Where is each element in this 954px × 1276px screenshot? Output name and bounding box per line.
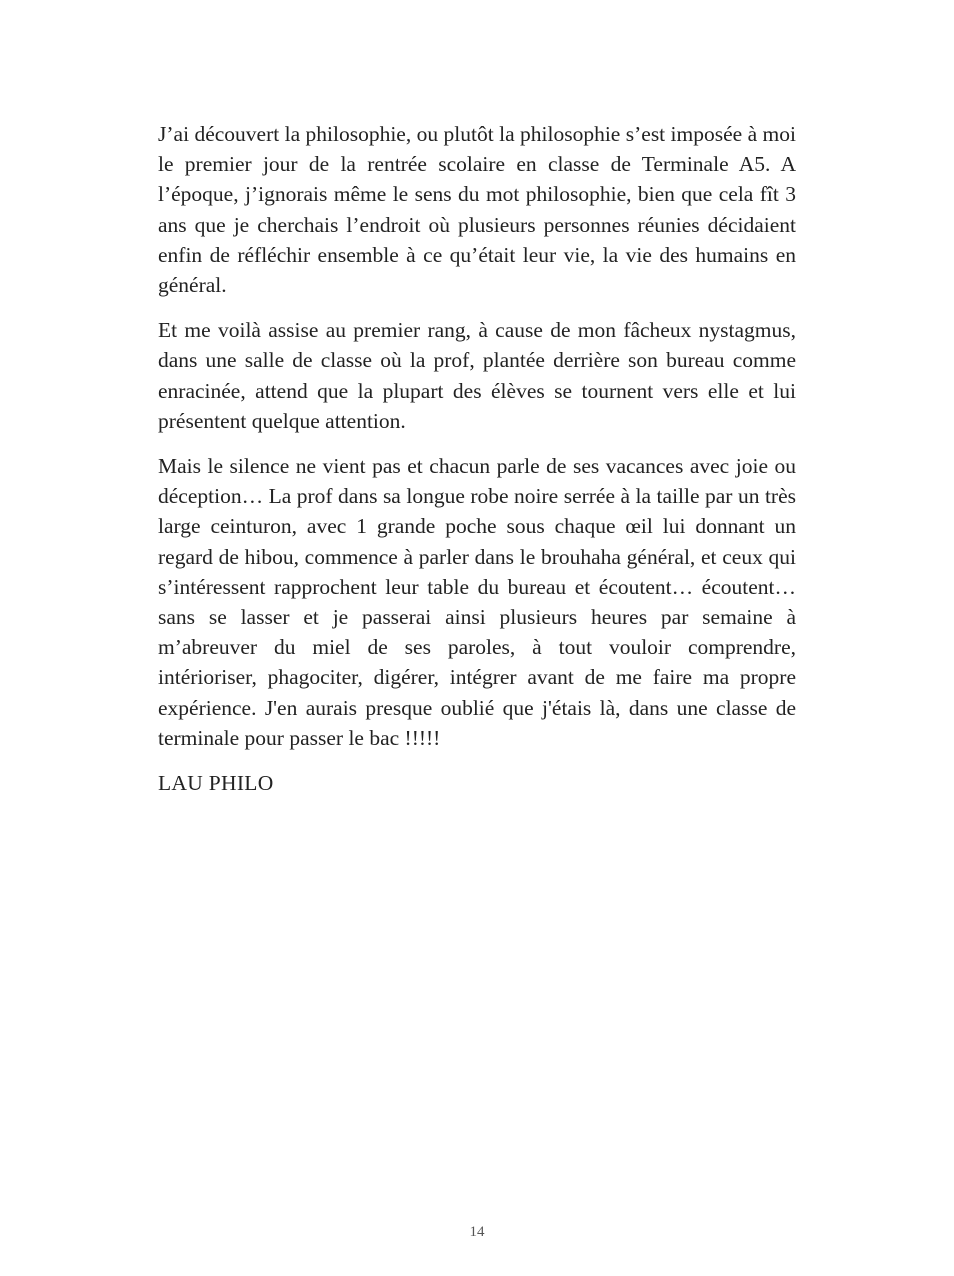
body-text	[158, 119, 796, 798]
author-signature: LAU PHILO	[158, 771, 274, 796]
paragraph-2: Et me voilà assise au premier rang, à cause de mon fâcheux nystagmus, dans une salle de classe où la prof, plantée derrière son bureau comme enracinée, attend que la plupart des élèves se tournent vers elle et lui présentent quelque attention.	[158, 318, 796, 433]
paragraph-1: J’ai découvert la philosophie, ou plutôt la philosophie s’est imposée à moi le premier jour de la rentrée scolaire en classe de Terminale A5. A l’époque, j’ignorais même le sens du mot philosophie, bien que cela fît 3 ans que je cherchais l’endroit où plusieurs personnes réunies décidaient enfin de réfléchir ensemble à ce qu’était leur vie, la vie des humains en général.	[158, 122, 796, 298]
page-number: 14	[469, 1224, 485, 1240]
paragraph-3: Mais le silence ne vient pas et chacun parle de ses vacances avec joie ou déception… La prof dans sa longue robe noire serrée à la taille par un très large ceinturon, avec 1 grande poche sous chaque œil lui donnant un regard de hibou, commence à parler dans le brouhaha général, et ceux qui s’intéressent rapprochent leur table du bureau et écoutent… écoutent… sans se lasser et je passerai ainsi plusieurs heures par semaine à m’abreuver du miel de ses paroles, à tout vouloir comprendre, intérioriser, phagociter, digérer, intégrer avant de me faire ma propre expérience. J'en aurais presque oublié que j'étais là, dans une classe de terminale pour passer le bac !!!!!	[158, 454, 796, 750]
